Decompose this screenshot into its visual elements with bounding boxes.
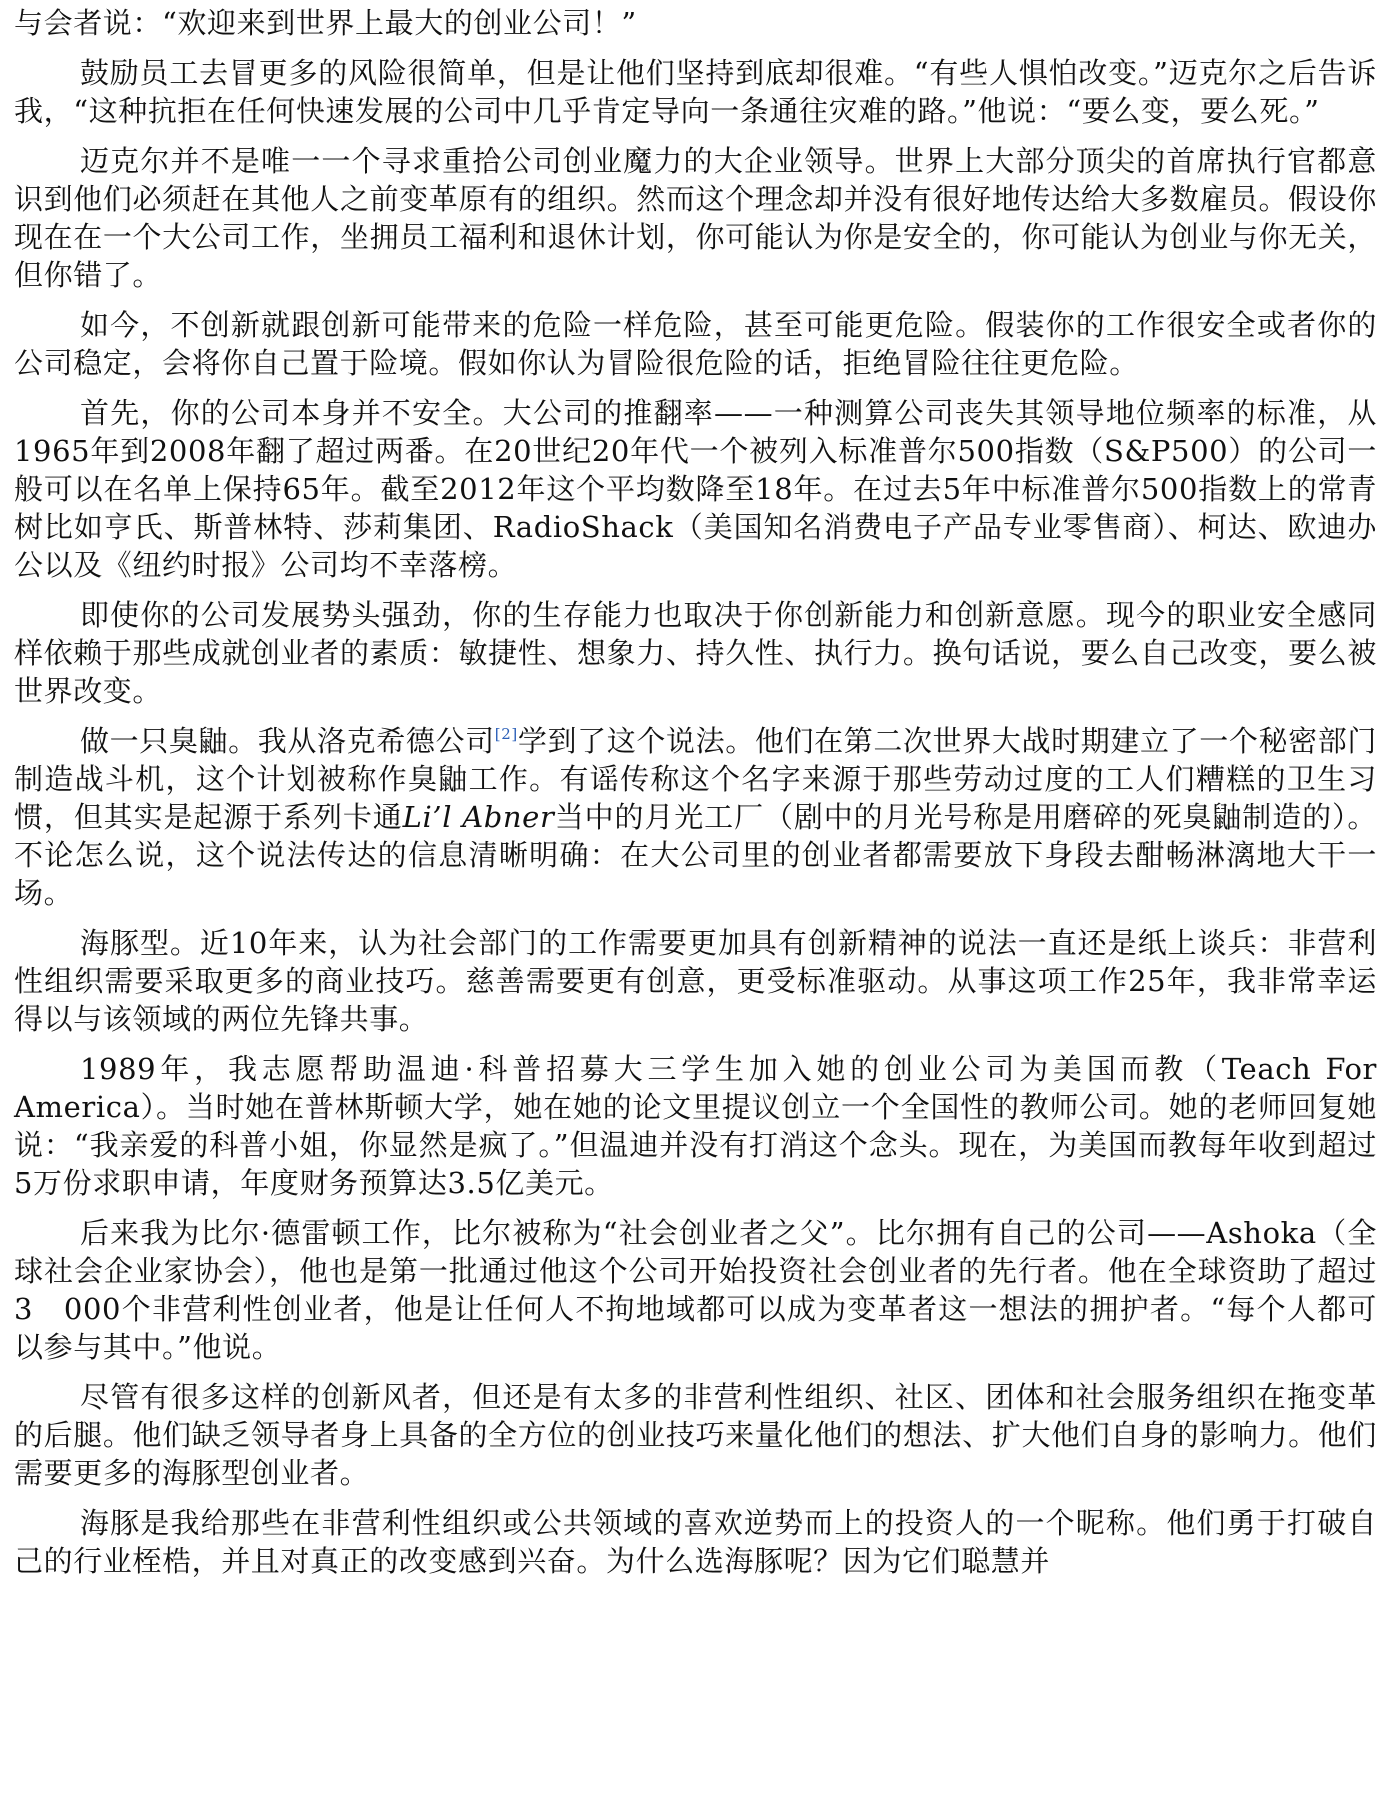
paragraph-6-part-a: 做一只臭鼬。我从洛克希德公司 [80,724,495,758]
paragraph-4: 首先，你的公司本身并不安全。大公司的推翻率——一种测算公司丧失其领导地位频率的标准，从1965年到2008年翻了超过两番。在20世纪20年代一个被列入标准普尔500指数（S&P500）的公司一般可以在名单上保持65年。截至2012年这个平均数降至18年。在过去5年中标准普尔500指数上的常青树比如亨氏、斯普林特、莎莉集团、RadioShack（美国知名消费电子产品专业零售商）、柯达、欧迪办公以及《纽约时报》公司均不幸落榜。 [14,396,1377,582]
paragraph-6-part-b: 学到了这个说法。他们在第二次世界大战时期建立了一个秘密部门制造战斗机，这个计划被称作臭鼬工作。有谣传称这个名字来源于那些劳动过度的工人们糟糕的卫生习惯，但其实是起源于系列卡通 [14,724,1378,834]
paragraph-8: 1989年，我志愿帮助温迪·科普招募大三学生加入她的创业公司为美国而教（Teach For America）。当时她在普林斯顿大学，她在她的论文里提议创立一个全国性的教师公司。她的老师回复她说：“我亲爱的科普小姐，你显然是疯了。”但温迪并没有打消这个念头。现在，为美国而教每年收到超过5万份求职申请，年度财务预算达3.5亿美元。 [14,1052,1377,1200]
paragraph-0: 与会者说：“欢迎来到世界上最大的创业公司！” [14,6,637,40]
italic-title: Li’l Abner [402,800,555,834]
paragraph-5: 即使你的公司发展势头强劲，你的生存能力也取决于你创新能力和创新意愿。现今的职业安全感同样依赖于那些成就创业者的素质：敏捷性、想象力、持久性、执行力。换句话说，要么自己改变，要么被世界改变。 [14,598,1377,708]
paragraph-2: 迈克尔并不是唯一一个寻求重拾公司创业魔力的大企业领导。世界上大部分顶尖的首席执行官都意识到他们必须赶在其他人之前变革原有的组织。然而这个理念却并没有很好地传达给大多数雇员。假设你现在在一个大公司工作，坐拥员工福利和退休计划，你可能认为你是安全的，你可能认为创业与你无关，但你错了。 [14,144,1377,292]
paragraph-6 [14,722,1377,912]
paragraph-11: 海豚是我给那些在非营利性组织或公共领域的喜欢逆势而上的投资人的一个昵称。他们勇于打破自己的行业桎梏，并且对真正的改变感到兴奋。为什么选海豚呢？因为它们聪慧并 [14,1506,1377,1578]
paragraph-10: 尽管有很多这样的创新风者，但还是有太多的非营利性组织、社区、团体和社会服务组织在拖变革的后腿。他们缺乏领导者身上具备的全方位的创业技巧来量化他们的想法、扩大他们自身的影响力。他们需要更多的海豚型创业者。 [14,1380,1377,1490]
paragraph-3: 如今，不创新就跟创新可能带来的危险一样危险，甚至可能更危险。假装你的工作很安全或者你的公司稳定，会将你自己置于险境。假如你认为冒险很危险的话，拒绝冒险往往更危险。 [14,308,1377,380]
paragraph-9: 后来我为比尔·德雷顿工作，比尔被称为“社会创业者之父”。比尔拥有自己的公司——Ashoka（全球社会企业家协会），他也是第一批通过他这个公司开始投资社会创业者的先行者。他在全球资助了超过3 000个非营利性创业者，他是让任何人不拘地域都可以成为变革者这一想法的拥护者。“每个人都可以参与其中。”他说。 [14,1216,1377,1364]
paragraph-6-part-c: 当中的月光工厂（剧中的月光号称是用磨碎的死臭鼬制造的）。不论怎么说，这个说法传达的信息清晰明确：在大公司里的创业者都需要放下身段去酣畅淋漓地大干一场。 [14,800,1377,910]
paragraph-1: 鼓励员工去冒更多的风险很简单，但是让他们坚持到底却很难。“有些人惧怕改变。”迈克尔之后告诉我，“这种抗拒在任何快速发展的公司中几乎肯定导向一条通往灾难的路。”他说：“要么变，要么死。” [14,56,1377,128]
footnote-link[interactable]: [2] [494,725,518,743]
paragraph-7: 海豚型。近10年来，认为社会部门的工作需要更加具有创新精神的说法一直还是纸上谈兵：非营利性组织需要采取更多的商业技巧。慈善需要更有创意，更受标准驱动。从事这项工作25年，我非常幸运得以与该领域的两位先锋共事。 [14,926,1377,1036]
